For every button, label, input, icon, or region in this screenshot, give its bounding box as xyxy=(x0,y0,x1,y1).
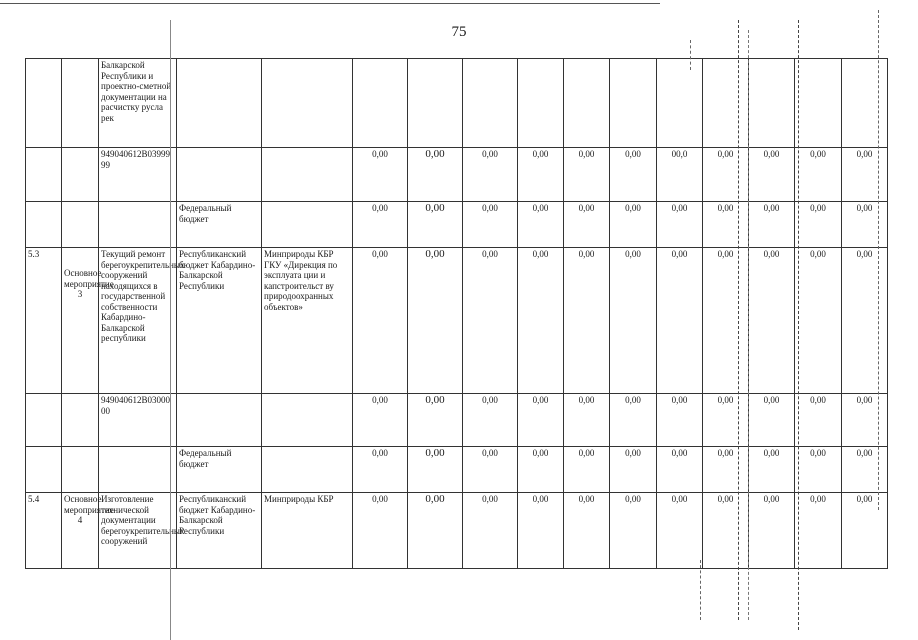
table-row xyxy=(26,248,888,394)
budget-code: 949040612В0399999 xyxy=(99,148,177,202)
row-name: Балкарской Республики и проектно-сметной документации на расчистку русла рек xyxy=(99,59,177,148)
row-number xyxy=(26,202,62,248)
value-cell: 0,00 xyxy=(795,202,842,248)
row-type xyxy=(62,59,99,148)
table-row xyxy=(26,202,888,248)
value-cell: 0,00 xyxy=(703,202,749,248)
row-type xyxy=(62,148,99,202)
value-cell: 0,00 xyxy=(518,148,564,202)
table-row xyxy=(26,447,888,493)
value-cell: 0,00 xyxy=(518,248,564,394)
value-cell: 0,00 xyxy=(657,493,703,569)
value-cell: 0,00 xyxy=(749,493,795,569)
value-cell: 0,00 xyxy=(564,202,610,248)
value-cell: 0,00 xyxy=(463,248,518,394)
value-cell: 0,00 xyxy=(518,202,564,248)
page-number: 75 xyxy=(451,24,467,40)
row-executor xyxy=(262,202,353,248)
value-cell: 0,00 xyxy=(353,148,408,202)
value-cell: 0,00 xyxy=(353,248,408,394)
row-name xyxy=(99,202,177,248)
row-name: Текущий ремонт берегоукрепительных сооружений находящихся в государственной собственности Кабардино-Балкарской республики xyxy=(99,248,177,394)
row-executor xyxy=(262,148,353,202)
table-row xyxy=(26,148,888,202)
value-cell: 0,00 xyxy=(657,248,703,394)
scan-artifact xyxy=(748,30,749,620)
value-cell: 0,00 xyxy=(842,493,888,569)
budget-table xyxy=(25,58,888,569)
value-cell: 0,00 xyxy=(463,394,518,447)
value-cell xyxy=(749,59,795,148)
row-type xyxy=(62,202,99,248)
value-cell: 0,00 xyxy=(795,394,842,447)
row-source xyxy=(177,148,262,202)
value-cell: 0,00 xyxy=(564,148,610,202)
row-executor xyxy=(262,447,353,493)
value-cell: 0,00 xyxy=(842,248,888,394)
row-executor xyxy=(262,59,353,148)
row-number: 5.3 xyxy=(26,248,62,394)
value-cell: 0,00 xyxy=(518,493,564,569)
scan-artifact xyxy=(738,20,739,620)
value-cell: 0,00 xyxy=(463,148,518,202)
scan-artifact xyxy=(700,560,701,620)
value-cell: 0,00 xyxy=(703,493,749,569)
value-cell: 0,00 xyxy=(795,248,842,394)
row-source: Республиканский бюджет Кабардино-Балкарской Республики xyxy=(177,493,262,569)
value-cell: 0,00 xyxy=(353,202,408,248)
value-cell: 0,00 xyxy=(749,248,795,394)
value-cell: 0,00 xyxy=(408,493,463,569)
value-cell: 0,00 xyxy=(518,447,564,493)
value-cell: 0,00 xyxy=(610,447,657,493)
value-cell: 0,00 xyxy=(518,394,564,447)
value-cell: 0,00 xyxy=(657,202,703,248)
top-rule xyxy=(0,3,660,4)
row-number xyxy=(26,394,62,447)
value-cell: 0,00 xyxy=(703,148,749,202)
value-cell: 0,00 xyxy=(610,493,657,569)
value-cell: 0,00 xyxy=(610,202,657,248)
scan-artifact xyxy=(690,40,691,70)
row-source: Республиканский бюджет Кабардино-Балкарской Республики xyxy=(177,248,262,394)
value-cell: 0,00 xyxy=(842,447,888,493)
value-cell: 0,00 xyxy=(408,202,463,248)
row-source: Федеральный бюджет xyxy=(177,202,262,248)
value-cell xyxy=(463,59,518,148)
row-source xyxy=(177,59,262,148)
value-cell: 0,00 xyxy=(353,394,408,447)
scan-artifact xyxy=(170,20,171,640)
value-cell: 00,0 xyxy=(657,148,703,202)
row-name: Изготовление технической документации берегоукрепительных сооружений xyxy=(99,493,177,569)
value-cell: 0,00 xyxy=(408,447,463,493)
value-cell: 0,00 xyxy=(610,248,657,394)
value-cell: 0,00 xyxy=(408,148,463,202)
row-type: Основное мероприятие 4 xyxy=(62,493,99,569)
value-cell: 0,00 xyxy=(408,394,463,447)
value-cell: 0,00 xyxy=(703,447,749,493)
value-cell: 0,00 xyxy=(564,447,610,493)
value-cell: 0,00 xyxy=(657,394,703,447)
row-type: Основное мероприятие 3 xyxy=(62,248,99,394)
row-executor: Минприроды КБР xyxy=(262,493,353,569)
row-type xyxy=(62,447,99,493)
budget-code: 949040612В0300000 xyxy=(99,394,177,447)
value-cell xyxy=(610,59,657,148)
value-cell xyxy=(564,59,610,148)
row-type xyxy=(62,394,99,447)
value-cell: 0,00 xyxy=(463,202,518,248)
value-cell: 0,00 xyxy=(353,447,408,493)
value-cell: 0,00 xyxy=(610,394,657,447)
value-cell xyxy=(842,59,888,148)
table-row xyxy=(26,394,888,447)
value-cell: 0,00 xyxy=(795,447,842,493)
value-cell: 0,00 xyxy=(463,493,518,569)
value-cell xyxy=(408,59,463,148)
value-cell: 0,00 xyxy=(463,447,518,493)
value-cell xyxy=(703,59,749,148)
table-row xyxy=(26,59,888,148)
value-cell: 0,00 xyxy=(703,394,749,447)
row-executor: Минприроды КБР ГКУ «Дирекция по эксплуата ции и капстроительст ву природоохранных объектов» xyxy=(262,248,353,394)
scan-artifact xyxy=(798,20,799,630)
value-cell: 0,00 xyxy=(610,148,657,202)
value-cell: 0,00 xyxy=(749,394,795,447)
value-cell: 0,00 xyxy=(749,148,795,202)
row-number: 5.4 xyxy=(26,493,62,569)
value-cell: 0,00 xyxy=(703,248,749,394)
row-source: Федеральный бюджет xyxy=(177,447,262,493)
row-number xyxy=(26,59,62,148)
value-cell xyxy=(657,59,703,148)
value-cell: 0,00 xyxy=(842,148,888,202)
value-cell: 0,00 xyxy=(353,493,408,569)
value-cell: 0,00 xyxy=(749,202,795,248)
value-cell: 0,00 xyxy=(564,394,610,447)
row-number xyxy=(26,148,62,202)
value-cell xyxy=(518,59,564,148)
value-cell: 0,00 xyxy=(564,493,610,569)
value-cell: 0,00 xyxy=(657,447,703,493)
value-cell: 0,00 xyxy=(795,493,842,569)
row-executor xyxy=(262,394,353,447)
value-cell: 0,00 xyxy=(795,148,842,202)
value-cell: 0,00 xyxy=(564,248,610,394)
row-name xyxy=(99,447,177,493)
scan-artifact xyxy=(878,10,879,510)
value-cell xyxy=(795,59,842,148)
value-cell: 0,00 xyxy=(842,394,888,447)
value-cell: 0,00 xyxy=(842,202,888,248)
value-cell xyxy=(353,59,408,148)
row-source xyxy=(177,394,262,447)
value-cell: 0,00 xyxy=(408,248,463,394)
row-number xyxy=(26,447,62,493)
value-cell: 0,00 xyxy=(749,447,795,493)
table-row xyxy=(26,493,888,569)
